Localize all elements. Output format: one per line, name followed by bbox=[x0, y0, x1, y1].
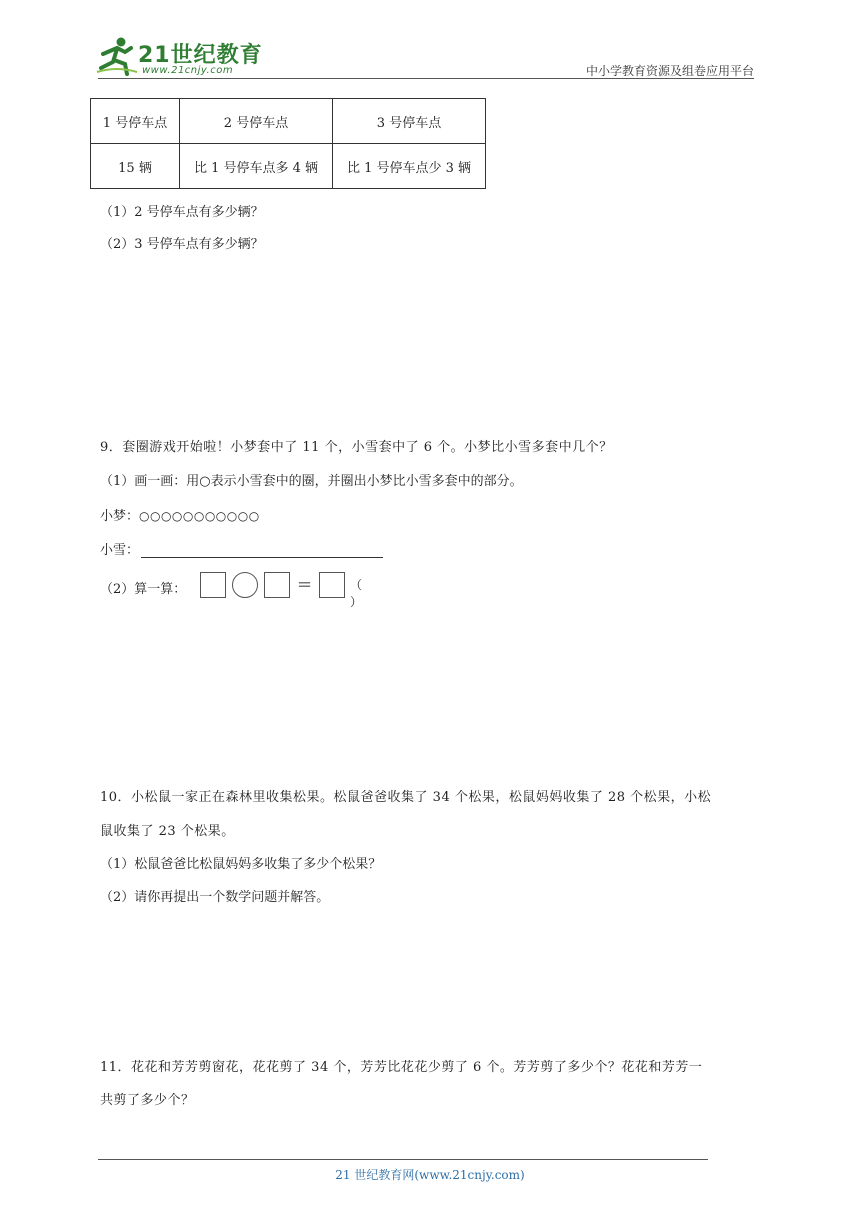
answer-box-1[interactable] bbox=[200, 572, 226, 598]
footer-text: 21 世纪教育网(www.21cnjy.com) bbox=[335, 1168, 525, 1182]
q10-sub2: （2）请你再提出一个数学问题并解答。 bbox=[100, 890, 330, 905]
table-cell: 15 辆 bbox=[91, 144, 180, 189]
table-row bbox=[91, 144, 486, 189]
q10-stem-line1: 10．小松鼠一家正在森林里收集松果。松鼠爸爸收集了 34 个松果，松鼠妈妈收集了 28 个松果，小松 bbox=[100, 790, 712, 805]
table-header-cell: 2 号停车点 bbox=[180, 99, 333, 144]
footer-divider bbox=[98, 1159, 708, 1160]
q9-stem: 9．套圈游戏开始啦！小梦套中了 11 个，小雪套中了 6 个。小梦比小雪多套中几个？ bbox=[100, 440, 613, 455]
header-divider bbox=[98, 78, 754, 79]
logo-runner-icon bbox=[95, 36, 139, 76]
xue-label: 小雪： bbox=[100, 543, 140, 558]
q11-stem-line2: 共剪了多少个？ bbox=[100, 1093, 195, 1108]
xue-answer-line[interactable] bbox=[141, 543, 383, 558]
platform-title: 中小学教育资源及组卷应用平台 bbox=[585, 64, 754, 78]
logo-url: www.21cnjy.com bbox=[142, 65, 234, 76]
q9-sub2: （2）算一算： bbox=[100, 582, 187, 597]
table-header-row bbox=[91, 99, 486, 144]
q10-sub1: （1）松鼠爸爸比松鼠妈妈多收集了多少个松果？ bbox=[100, 857, 382, 872]
q10-stem-line2: 鼠收集了 23 个松果。 bbox=[100, 824, 235, 839]
parking-table bbox=[90, 98, 486, 189]
equals-sign: = bbox=[297, 574, 313, 595]
logo-text: 21世纪教育 bbox=[138, 43, 263, 68]
meng-row bbox=[100, 505, 260, 524]
meng-label: 小梦： bbox=[100, 509, 140, 524]
answer-box-3[interactable] bbox=[319, 572, 345, 598]
q8-sub1: （1）2 号停车点有多少辆？ bbox=[100, 205, 264, 220]
table-cell: 比 1 号停车点多 4 辆 bbox=[180, 144, 333, 189]
table-header-cell: 1 号停车点 bbox=[91, 99, 180, 144]
q11-stem-line1: 11．花花和芳芳剪窗花，花花剪了 34 个，芳芳比花花少剪了 6 个。芳芳剪了多少个？花花和芳芳一 bbox=[100, 1060, 703, 1075]
table-header-cell: 3 号停车点 bbox=[333, 99, 486, 144]
table-cell: 比 1 号停车点少 3 辆 bbox=[333, 144, 486, 189]
xue-row bbox=[100, 539, 383, 558]
unit-paren: （ ） bbox=[350, 578, 363, 609]
q8-sub2: （2）3 号停车点有多少辆？ bbox=[100, 237, 264, 252]
q9-sub1: （1）画一画：用○表示小雪套中的圈，并圈出小梦比小雪多套中的部分。 bbox=[100, 474, 523, 489]
meng-circles: ○○○○○○○○○○○ bbox=[139, 509, 260, 523]
operator-circle[interactable] bbox=[232, 572, 258, 598]
answer-box-2[interactable] bbox=[264, 572, 290, 598]
